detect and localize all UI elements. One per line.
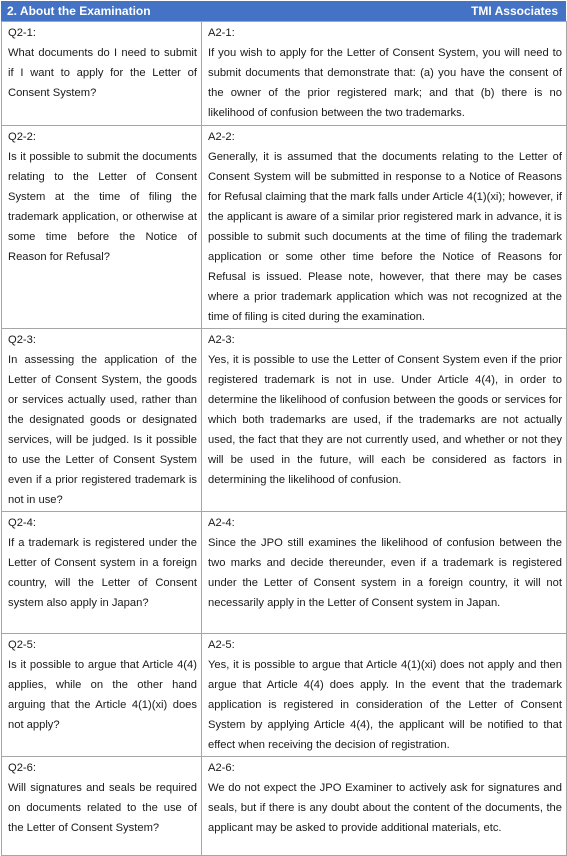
question-cell — [2, 512, 202, 634]
faq-row — [2, 757, 567, 856]
question-text: If a trademark is registered under the Letter of Consent system in a foreign country, will the Letter of Consent system also apply in Japan? — [8, 537, 197, 609]
answer-cell — [202, 634, 567, 757]
faq-row — [2, 22, 567, 126]
answer-cell — [202, 329, 567, 512]
question-cell — [2, 126, 202, 329]
question-label: Q2-5: — [8, 639, 36, 651]
answer-text: Since the JPO still examines the likelihood of confusion between the two marks and decide thereunder, even if a trademark is registered under the Letter of Consent system in a foreign country, it will not necessarily apply in the Letter of Consent system in Japan. — [208, 537, 562, 609]
faq-row — [2, 634, 567, 757]
question-cell — [2, 329, 202, 512]
question-text: What documents do I need to submit if I want to apply for the Letter of Consent System? — [8, 47, 197, 99]
answer-cell — [202, 126, 567, 329]
document-page — [1, 1, 566, 856]
answer-text: We do not expect the JPO Examiner to actively ask for signatures and seals, but if there is any doubt about the content of the documents, the applicant may be asked to provide additional materials, etc. — [208, 782, 562, 834]
question-cell — [2, 634, 202, 757]
answer-text: Yes, it is possible to argue that Article 4(1)(xi) does not apply and then argue that Article 4(4) does apply. In the event that the trademark application is registered in consideration of the Letter of Consent System by applying Article 4(4), the applicant will be notified to that effect when receiving the decision of registration. — [208, 659, 562, 751]
question-label: Q2-2: — [8, 131, 36, 143]
faq-row — [2, 126, 567, 329]
answer-label: A2-1: — [208, 27, 235, 39]
question-text: In assessing the application of the Letter of Consent System, the goods or services actually used, rather than the designated goods or designated services, will be judged. Is it possible to use the Letter of Consent System even if a prior registered trademark is not in use? — [8, 354, 197, 506]
question-label: Q2-6: — [8, 762, 36, 774]
section-title: 2. About the Examination — [7, 4, 151, 18]
answer-text: Yes, it is possible to use the Letter of Consent System even if the prior registered trademark is not in use. Under Article 4(4), in order to determine the likelihood of confusion between the goods or services for which both trademarks are used, if the trademarks are not actually used, the fact that they are not currently used, and whether or not they will be used in the future, will each be considered as factors in determining the likelihood of confusion. — [208, 354, 562, 486]
answer-cell — [202, 512, 567, 634]
faq-row — [2, 512, 567, 634]
question-label: Q2-1: — [8, 27, 36, 39]
firm-name: TMI Associates — [471, 4, 558, 18]
question-text: Is it possible to submit the documents relating to the Letter of Consent System at the time of filing the trademark application, or otherwise at some time before the Notice of Reason for Refusal? — [8, 151, 197, 263]
faq-table — [1, 21, 567, 856]
answer-cell — [202, 22, 567, 126]
question-cell — [2, 757, 202, 856]
question-label: Q2-3: — [8, 334, 36, 346]
question-label: Q2-4: — [8, 517, 36, 529]
answer-cell — [202, 757, 567, 856]
answer-label: A2-3: — [208, 334, 235, 346]
answer-text: If you wish to apply for the Letter of Consent System, you will need to submit documents that demonstrate that: (a) you have the consent of the owner of the prior registered mark; and that (b) there is no likelihood of confusion between the two trademarks. — [208, 47, 562, 119]
answer-label: A2-5: — [208, 639, 235, 651]
question-text: Is it possible to argue that Article 4(4) applies, while on the other hand arguing that the Article 4(1)(xi) does not apply? — [8, 659, 197, 731]
answer-label: A2-6: — [208, 762, 235, 774]
question-text: Will signatures and seals be required on documents related to the use of the Letter of Consent System? — [8, 782, 197, 834]
question-cell — [2, 22, 202, 126]
faq-row — [2, 329, 567, 512]
answer-label: A2-4: — [208, 517, 235, 529]
answer-label: A2-2: — [208, 131, 235, 143]
answer-text: Generally, it is assumed that the documents relating to the Letter of Consent System will be submitted in response to a Notice of Reasons for Refusal claiming that the mark falls under Article 4(1)(xi); however, if the applicant is aware of a similar prior registered mark in advance, it is possible to submit such documents at the time of filing the trademark application or some other time before the Notice of Reasons for Refusal is issued. Please note, however, that there may be cases where a prior trademark application which was not recognized at the time of filing is cited during the examination. — [208, 151, 562, 323]
section-header — [1, 1, 566, 21]
